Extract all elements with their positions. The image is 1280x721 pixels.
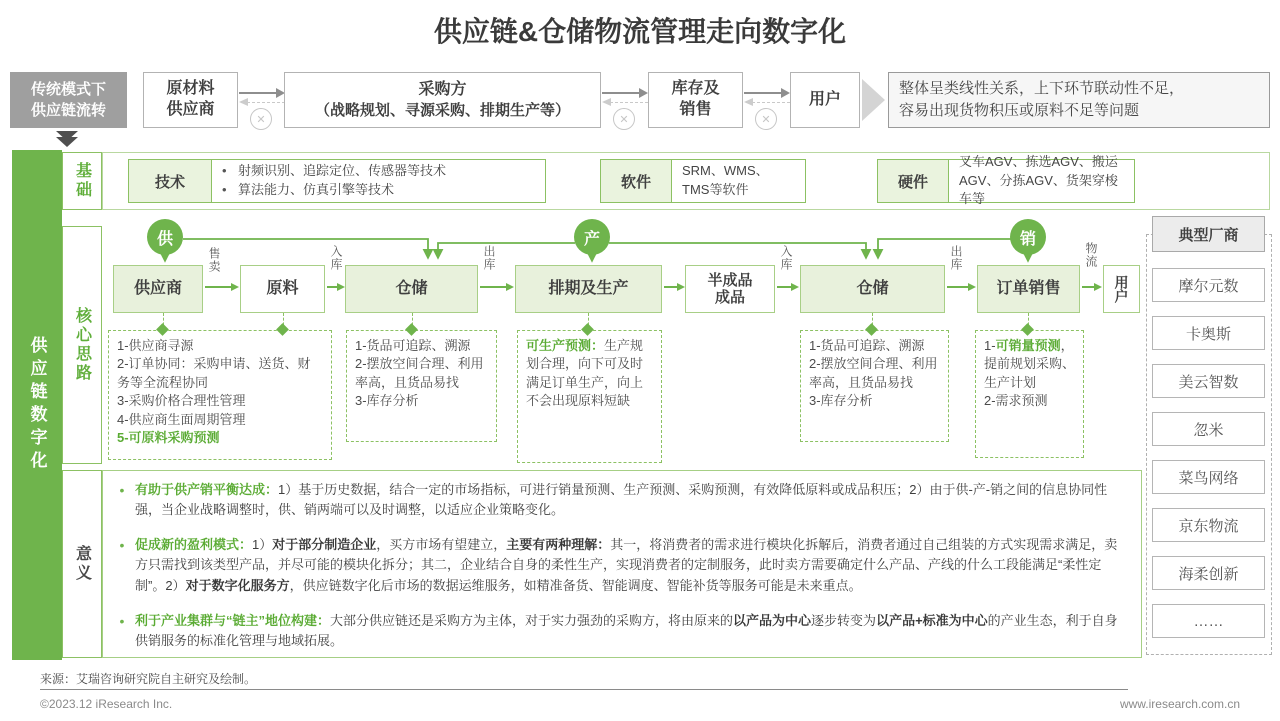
list-item: 2-摆放空间合理、利用率高，且货品易找	[809, 356, 938, 390]
edge-label-logistics: 物流	[1084, 242, 1098, 268]
node-user-top	[790, 72, 860, 128]
badge-supply: 供	[147, 219, 183, 255]
problem-statement-box	[888, 72, 1270, 128]
list-item: 3-采购价格合理性管理	[117, 393, 246, 409]
list-item: 2-订单协同：采购申请、送货、财务等全流程协同	[117, 356, 311, 390]
foundation-software-text: SRM、WMS、TMS等软件	[682, 163, 769, 197]
list-supplier-capabilities	[108, 330, 332, 460]
node-purchaser	[284, 72, 601, 128]
blocked-x-icon: ✕	[755, 108, 777, 130]
double-down-chevron-icon	[56, 131, 78, 143]
problem-line1: 整体呈类线性关系，上下环节联动性不足，	[899, 80, 1185, 98]
list-item: 1-货品可追踪、溯源	[809, 338, 925, 353]
vendor-item: 京东物流	[1152, 508, 1265, 542]
edge-label-sell: 售卖	[207, 247, 221, 273]
node-purchaser-line1: 采购方	[418, 80, 467, 98]
flow-node-production: 排期及生产	[515, 265, 662, 313]
vendor-item: ……	[1152, 604, 1265, 638]
vendor-item: 卡奥斯	[1152, 316, 1265, 350]
list-item: 3-库存分析	[355, 393, 419, 409]
list-item-highlight: 5-可原料采购预测	[117, 430, 220, 446]
flow-arrow-icon	[205, 286, 237, 288]
list-item: 2-摆放空间合理、利用率高，且货品易找	[355, 356, 484, 390]
significance-bullet-3: • 利于产业集群与“链主”地位构建：大部分供应链还是采购方为主体，对于实力强劲的采购方，将由原来的以产品为中心逐步转变为以产品+标准为中心的产业生态，利于自身供销服务的标准化管理与地域拓展。	[109, 611, 1129, 651]
list-order-capabilities	[975, 330, 1084, 458]
node-purchaser-line2: （战略规划、寻源采购、排期生产等）	[314, 101, 570, 119]
flow-node-warehouse-1: 仓储	[345, 265, 478, 313]
section-label-foundation	[62, 152, 102, 210]
forward-arrow-icon	[239, 92, 277, 94]
edge-label-inbound-1: 入库	[329, 245, 343, 271]
flow-node-user	[1103, 265, 1140, 313]
flow-node-order-sales: 订单销售	[977, 265, 1080, 313]
flow-arrow-icon	[327, 286, 343, 288]
vendor-item: 忽米	[1152, 412, 1265, 446]
flow-node-user-label: 用户	[1113, 275, 1130, 303]
foundation-hardware-box	[877, 153, 1135, 207]
list-item: 1-供应商寻源	[117, 338, 194, 353]
node-inventory-sales	[648, 72, 743, 128]
vendor-item: 美云智数	[1152, 364, 1265, 398]
vendor-item: 摩尔元数	[1152, 268, 1265, 302]
flow-node-supplier: 供应商	[113, 265, 203, 313]
flow-arrow-icon	[947, 286, 974, 288]
flow-node-semi-finished	[685, 265, 775, 313]
foundation-tech-item2: 算法能力、仿真引擎等技术	[238, 182, 395, 197]
list-item: 3-库存分析	[809, 393, 873, 409]
dashed-back-arrow-icon	[610, 102, 648, 103]
traditional-mode-label-line2: 供应链流转	[30, 102, 106, 119]
traditional-mode-label-line1: 传统模式下	[30, 81, 106, 98]
flow-arrow-icon	[777, 286, 797, 288]
list-item: 1-货品可追踪、溯源	[355, 338, 471, 353]
edge-label-outbound-1: 出库	[482, 245, 496, 271]
list-item: 1-可销量预测，提前规划采购、生产计划	[984, 338, 1076, 390]
foundation-software-box	[600, 159, 806, 203]
foundation-tech-item1: 射频识别、追踪定位、传感器等技术	[238, 163, 447, 179]
vendor-item: 海柔创新	[1152, 556, 1265, 590]
flow-node-warehouse-2: 仓储	[800, 265, 945, 313]
list-warehouse2-capabilities	[800, 330, 949, 442]
foundation-hardware-text: 叉车AGV、拣选AGV、搬运AGV、分拣AGV、货架穿梭车等	[959, 153, 1118, 207]
edge-label-outbound-2: 出库	[949, 245, 963, 271]
foundation-tech-label: 技术	[129, 160, 212, 202]
copyright-text: ©2023.12 iResearch Inc.	[40, 697, 173, 711]
node-user-top-label: 用户	[808, 90, 841, 108]
significance-bullet-2: • 促成新的盈利模式：1）对于部分制造企业，买方市场有望建立，主要有两种理解：其一，将消费者的需求进行模块化拆解后，消费者通过自己组装的方式实现需求满足，卖方只需找到该类型产品，并尽可能的模块化拆分；其二，企业结合自身的柔性生产，实现消费者的定制服务，此时卖方需要确定什么产品、产线的什么工段能满足“柔性定制”。2）对于数字化服务方，供应链数字化后市场的数据运维服务，如精准备货、智能调度、智能补货等服务可能是未来重点。	[109, 535, 1129, 595]
section-label-core-text: 核心思路	[73, 307, 91, 383]
flow-node-semi-line2: 成品	[714, 289, 745, 306]
vendor-item: 菜鸟网络	[1152, 460, 1265, 494]
badge-produce: 产	[574, 219, 610, 255]
section-label-significance-text: 意义	[73, 545, 91, 583]
node-raw-material-line1: 原材料	[166, 80, 215, 98]
blocked-x-icon: ✕	[250, 108, 272, 130]
dashed-back-arrow-icon	[752, 102, 790, 103]
flow-arrow-icon	[664, 286, 683, 288]
flow-arrow-icon	[480, 286, 512, 288]
list-text: 生产规划合理，向下可及时满足订单生产，向上不会出现原料短缺	[526, 338, 644, 409]
left-rail-label: 供应链数字化	[27, 336, 47, 474]
node-raw-material-supplier	[143, 72, 238, 128]
section-label-significance	[62, 470, 102, 658]
badge-sell: 销	[1010, 219, 1046, 255]
connector-blocked-2	[602, 86, 648, 132]
list-warehouse1-capabilities	[346, 330, 497, 442]
website-text: www.iresearch.com.cn	[1119, 697, 1240, 711]
vendors-header: 典型厂商	[1152, 216, 1265, 252]
bullet-icon: •	[119, 537, 125, 554]
foundation-tech-box	[128, 159, 546, 203]
bullet-icon: •	[222, 163, 227, 179]
section-label-core	[62, 226, 102, 464]
connector-blocked-1	[239, 86, 285, 132]
left-rail-supply-chain-digitalization	[12, 150, 62, 660]
list-item: 4-供应商生面周期管理	[117, 411, 246, 427]
foundation-hardware-label: 硬件	[878, 160, 949, 202]
source-note: 来源：艾瑞咨询研究院自主研究及绘制。	[40, 672, 257, 686]
node-inventory-line2: 销售	[679, 101, 712, 118]
page-title: 供应链&仓储物流管理走向数字化	[433, 16, 847, 47]
foundation-software-label: 软件	[601, 160, 672, 202]
bullet-icon: •	[119, 482, 125, 498]
traditional-mode-label	[10, 72, 127, 128]
footer-divider	[40, 689, 1128, 690]
right-arrow-icon	[862, 79, 885, 121]
list-lead-highlight: 可生产预测：	[526, 338, 605, 353]
blocked-x-icon: ✕	[613, 108, 635, 130]
list-item: 2-需求预测	[984, 393, 1048, 409]
node-raw-material-line2: 供应商	[166, 101, 215, 118]
flow-node-semi-line1: 半成品	[707, 271, 753, 289]
connector-blocked-3	[744, 86, 790, 132]
significance-box	[102, 470, 1142, 658]
significance-bullet-1: • 有助于供产销平衡达成：1）基于历史数据，结合一定的市场指标，可进行销量预测、生产预测、采购预测，有效降低原料或成品积压；2）由于供-产-销之间的信息协同性强，当企业战略调整时，供、销两端可以及时调整，以适应企业策略变化。	[109, 480, 1129, 520]
section-label-foundation-text: 基础	[73, 162, 91, 200]
bullet-icon: •	[222, 182, 227, 197]
flow-node-raw-material: 原料	[240, 265, 325, 313]
node-inventory-line1: 库存及	[671, 80, 720, 98]
forward-arrow-icon	[744, 92, 782, 94]
forward-arrow-icon	[602, 92, 640, 94]
edge-label-inbound-2: 入库	[779, 245, 793, 271]
flow-arrow-icon	[1082, 286, 1100, 288]
dashed-back-arrow-icon	[247, 102, 285, 103]
list-production-capabilities	[517, 330, 662, 463]
bullet-icon: •	[119, 612, 125, 629]
problem-line2: 容易出现货物积压或原料不足等问题	[899, 102, 1140, 119]
